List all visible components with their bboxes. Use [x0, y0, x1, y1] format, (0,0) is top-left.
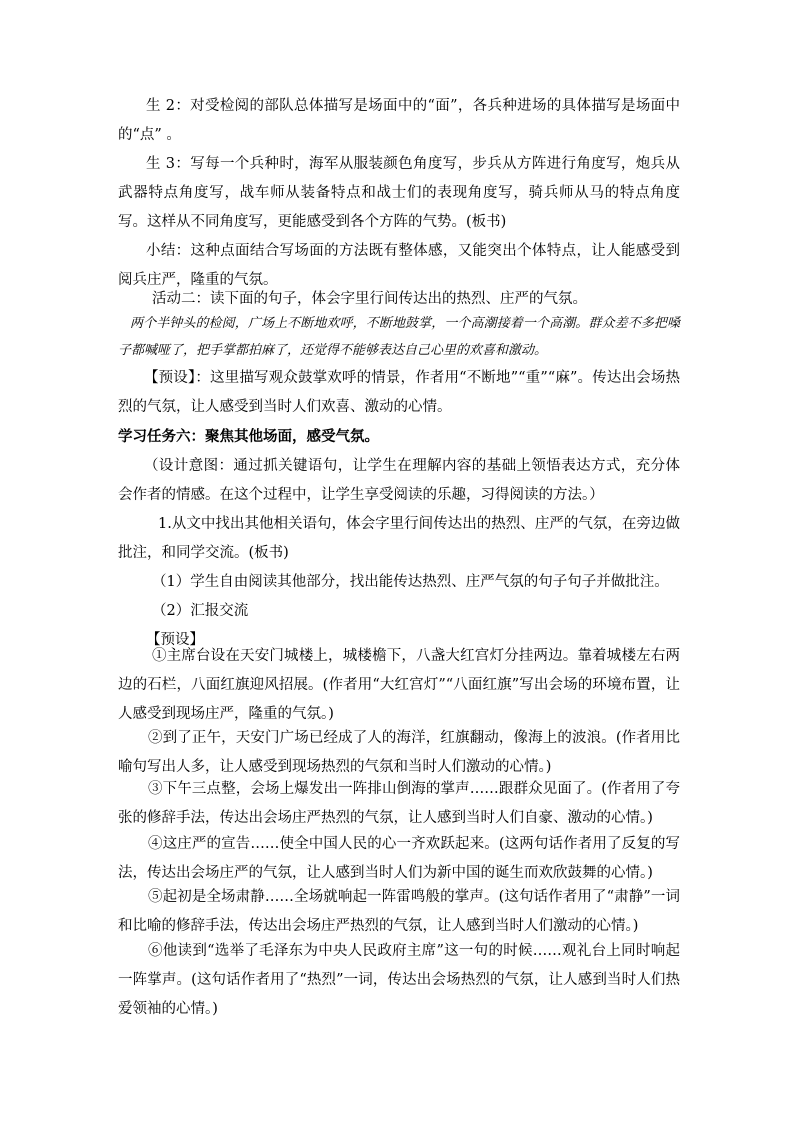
section-heading-task-6: 学习任务六：聚焦其他场面，感受气氛。	[118, 428, 379, 445]
paragraph-activity-2: 活动二：读下面的句子，体会字里行间传达出的热烈、庄严的气氛。	[152, 291, 587, 307]
paragraph-step-1: 1.从文中找出其他相关语句，体会字里行间传达出的热烈、庄严的气氛，在旁边做批注，和同学交流。(板书)	[118, 516, 680, 561]
list-item-2: ②到了正午，天安门广场已经成了人的海洋，红旗翻动，像海上的波浪。(作者用比喻句写出人多，让人感受到现场热烈的气氛和当时人们激动的心情。)	[118, 730, 680, 775]
label-preset: 【预设】	[146, 632, 204, 648]
list-item-4: ④这庄严的宣告……使全中国人民的心一齐欢跃起来。(这两句话作者用了反复的写法，传达出会场庄严的气氛，让人感到当时人们为新中国的诞生而欢欣鼓舞的心情。)	[118, 836, 680, 881]
paragraph-preset-1: 【预设】：这里描写观众鼓掌欢呼的情景，作者用“不断地”“重”“麻”。传达出会场热烈的气氛，让人感受到当时人们欢喜、激动的心情。	[118, 370, 680, 415]
list-item-1: ①主席台设在天安门城楼上，城楼檐下，八盏大红宫灯分挂两边。靠着城楼左右两边的石栏，八面红旗迎风招展。(作者用“大红宫灯”“八面红旗”写出会场的环境布置，让人感受到现场庄严，隆重的气氛。)	[118, 648, 680, 722]
paragraph-summary: 小结：这种点面结合写场面的方法既有整体感，又能突出个体特点，让人能感受到阅兵庄严，隆重的气氛。	[118, 243, 680, 288]
list-item-3: ③下午三点整，会场上爆发出一阵排山倒海的掌声……跟群众见面了。(作者用了夸张的修辞手法，传达出会场庄严热烈的气氛，让人感到当时人们自豪、激动的心情。)	[118, 781, 680, 826]
list-item-6: ⑥他读到“选举了毛泽东为中央人民政府主席”这一句的时候……观礼台上同时响起一阵掌声。(这句话作者用了“热烈”一词，传达出会场热烈的气氛，让人感到当时人们热爱领袖的心情。)	[118, 943, 680, 1017]
list-item-5: ⑤起初是全场肃静……全场就响起一阵雷鸣般的掌声。(这句话作者用了“肃静”一词和比喻的修辞手法，传达出会场庄严热烈的气氛，让人感到当时人们激动的心情。)	[118, 889, 680, 934]
paragraph-student-2: 生 2：对受检阅的部队总体描写是场面中的“面”，各兵种进场的具体描写是场面中的“点” 。	[118, 98, 680, 143]
quote-excerpt: 两个半钟头的检阅，广场上不断地欢呼，不断地鼓掌，一个高潮接着一个高潮。群众差不多把嗓子都喊哑了，把手掌都拍麻了，还觉得不能够表达自己心里的欢喜和激动。	[118, 316, 680, 358]
paragraph-student-3: 生 3：写每一个兵种时，海军从服装颜色角度写，步兵从方阵进行角度写，炮兵从武器特点角度写，战车师从装备特点和战士们的表现角度写，骑兵师从马的特点角度写。这样从不同角度写，更能感受到各个方阵的气势。(板书)	[118, 156, 680, 230]
paragraph-substep-1: （1）学生自由阅读其他部分，找出能传达热烈、庄严气氛的句子句子并做批注。	[152, 574, 669, 590]
paragraph-design-intent: （设计意图：通过抓关键语句，让学生在理解内容的基础上领悟表达方式，充分体会作者的情感。在这个过程中，让学生享受阅读的乐趣，习得阅读的方法。）	[118, 458, 680, 503]
paragraph-substep-2: （2）汇报交流	[152, 603, 249, 619]
